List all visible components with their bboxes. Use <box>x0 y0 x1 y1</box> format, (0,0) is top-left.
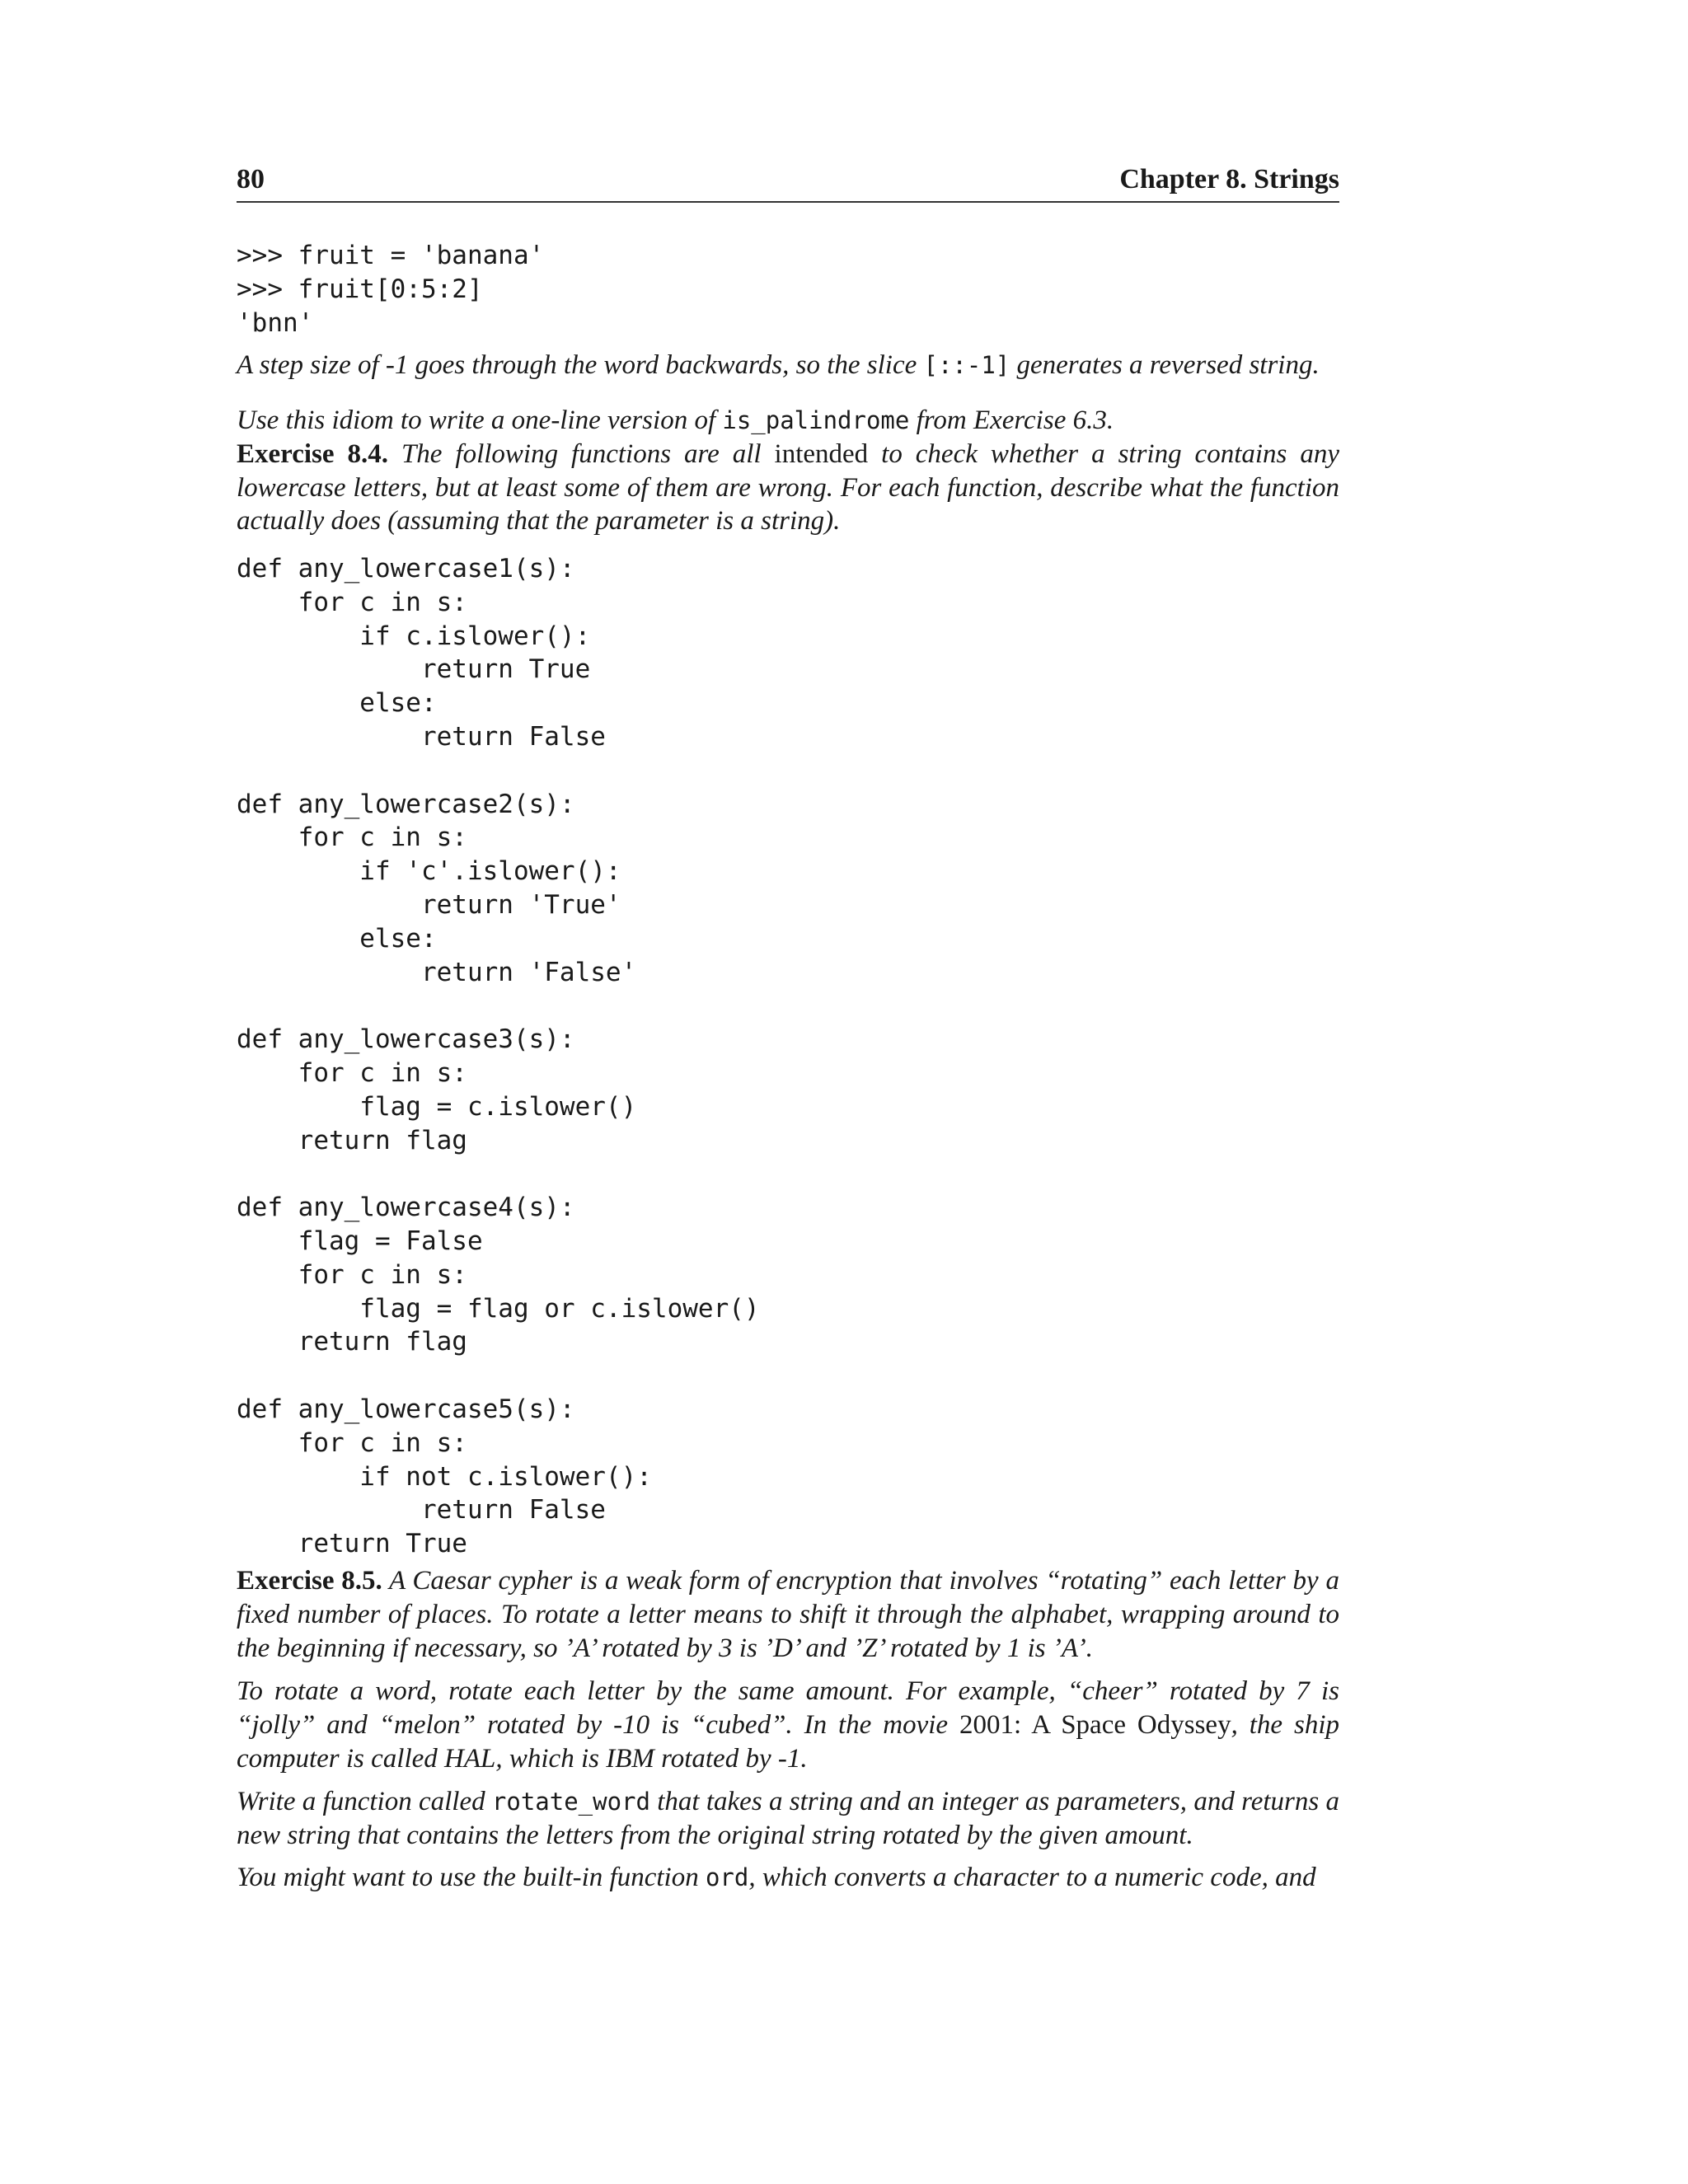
inline-code: is_palindrome <box>722 406 910 434</box>
paragraph-exercise-8-5: Exercise 8.5. A Caesar cypher is a weak form of encryption that involves “rotating” each letter by a fixed number of places. To rotate a letter means to shift it through the alphabet, wrapping around to the beginning if necessary, so ’A’ rotated by 3 is ’D’ and ’Z’ rotated by 1 is ’A’. <box>237 1566 1339 1663</box>
page-number: 80 <box>237 164 265 194</box>
paragraph-exercise-8-4: Use this idiom to write a one-line version of is_palindrome from Exercise 6.3. Exercise 8.4. The following functions are all intended to check whether a string contains any lowercase letters, but at least some of them are wrong. For each function, describe what the function actually does (assuming that the parameter is a string). <box>237 405 1339 537</box>
chapter-title: Chapter 8. Strings <box>1119 164 1339 194</box>
paragraph-rotate-word: To rotate a word, rotate each letter by the same amount. For example, “cheer” rotated by 7 is “jolly” and “melon” rotated by -10 is “cubed”. In the movie 2001: A Space Odyssey, the ship computer is called HAL, which is IBM rotated by -1. <box>237 1676 1340 1774</box>
code-block-slicing: >>> fruit = 'banana' >>> fruit[0:5:2] 'bnn' <box>237 241 545 338</box>
inline-code: [::-1] <box>923 351 1010 379</box>
paragraph-ord: You might want to use the built-in function ord, which converts a character to a numeric code, and <box>237 1863 1316 1892</box>
inline-code: rotate_word <box>491 1788 650 1816</box>
paragraph-write-function: Write a function called rotate_word that takes a string and an integer as parameters, and returns a new string that contains the letters from the original string rotated by the given amount. <box>237 1787 1339 1850</box>
paragraph-idiom: Use this idiom to write a one-line version of <box>237 405 723 435</box>
paragraph-step-size: A step size of -1 goes through the word backwards, so the slice [::-1] generates a reversed string. <box>237 350 1320 380</box>
exercise-label: Exercise 8.5. <box>237 1566 382 1596</box>
code-block-any-lowercase: def any_lowercase1(s): for c in s: if c.islower(): return True else: return False def any_lowercase2(s): for c in s: if 'c'.islower(): return 'True' else: return 'False' def any_lowercase3(s): for c in s: flag = c.islower() return flag def any_lowercase4(s): flag = False for c in s: flag = flag or c.islower() return flag def any_lowercase5(s): for c in s: if not c.islower(): return False return True <box>237 554 760 1559</box>
page-header <box>237 162 1339 203</box>
exercise-label: Exercise 8.4. <box>237 438 388 469</box>
inline-code: ord <box>705 1863 749 1891</box>
